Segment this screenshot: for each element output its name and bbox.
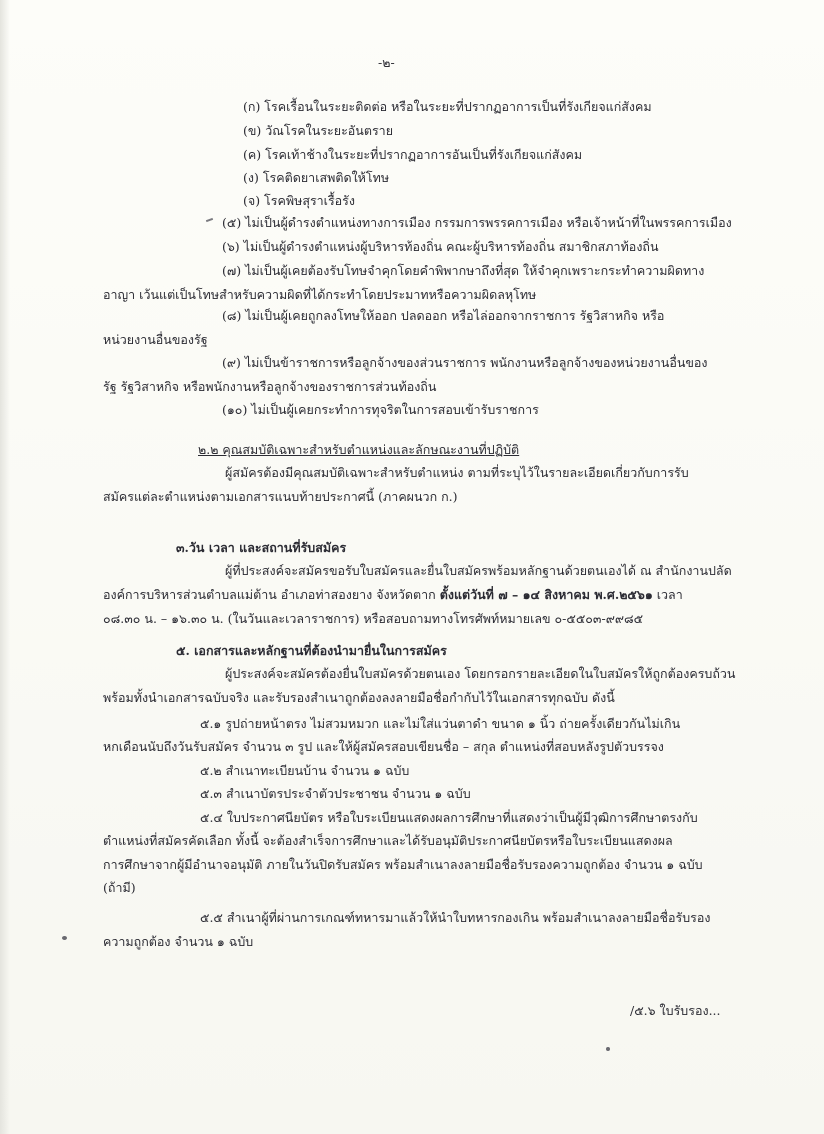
item-5-4-line-4: (ถ้ามี) [103,880,136,895]
qualification-5: (๕) ไม่เป็นผู้ดำรงตำแหน่งทางการเมือง กรรมการพรรคการเมือง หรือเจ้าหน้าที่ในพรรคการเมือง [222,215,732,230]
qualification-6: (๖) ไม่เป็นผู้ดำรงตำแหน่งผู้บริหารท้องถิ่น คณะผู้บริหารท้องถิ่น สมาชิกสภาท้องถิ่น [222,239,659,254]
section-3-line-3: ๐๘.๓๐ น. – ๑๖.๓๐ น. (ในวันและเวลาราชการ) หรือสอบถามทางโทรศัพท์หมายเลข ๐-๕๕๐๓-๙๙๘๕ [103,611,644,626]
paper-edge-shadow [0,0,10,1134]
item-5-1-line-1: ๕.๑ รูปถ่ายหน้าตรง ไม่สวมหมวก และไม่ใส่แว่นตาดำ ขนาด ๑ นิ้ว ถ่ายครั้งเดียวกันไม่เกิน [200,716,681,731]
item-5-1-line-2: หกเดือนนับถึงวันรับสมัคร จำนวน ๓ รูป และให้ผู้สมัครสอบเขียนชื่อ – สกุล ตำแหน่งที่สอบหลังรูปตัวบรรจง [103,739,664,754]
item-5-4-line-2: ตำแหน่งที่สมัครคัดเลือก ทั้งนี้ จะต้องสำเร็จการศึกษาและได้รับอนุมัติประกาศนียบัตรหรือใบระเบียนแสดงผล [103,833,673,848]
item-5-4-line-3: การศึกษาจากผู้มีอำนาจอนุมัติ ภายในวันปิดรับสมัคร พร้อมสำเนาลงลายมือชื่อรับรองความถูกต้อง จำนวน ๑ ฉบับ [103,857,703,872]
item-5-5-line-2: ความถูกต้อง จำนวน ๑ ฉบับ [103,934,254,949]
section-3-heading: ๓.วัน เวลา และสถานที่รับสมัคร [176,540,347,555]
item-5-2: ๕.๒ สำเนาทะเบียนบ้าน จำนวน ๑ ฉบับ [200,763,410,778]
ink-dot [62,936,67,940]
section-2-2-line: สมัครแต่ละตำแหน่งตามเอกสารแนบท้ายประกาศนี้ (ภาคผนวก ก.) [103,489,458,504]
qualification-7-line-2: อาญา เว้นแต่เป็นโทษสำหรับความผิดที่ได้กระทำโดยประมาทหรือความผิดลหุโทษ [103,287,537,302]
section-5-intro: ผู้ประสงค์จะสมัครต้องยื่นใบสมัครด้วยตนเอง โดยกรอกรายละเอียดในใบสมัครให้ถูกต้องครบถ้วน [225,666,736,681]
section-3-date-range: ตั้งแต่วันที่ ๗ – ๑๔ สิงหาคม พ.ศ.๒๕๖๑ [439,587,653,602]
section-3-time-label: เวลา [652,587,683,602]
disease-item: (ค) โรคเท้าช้างในระยะที่ปรากฏอาการอันเป็นที่รังเกียจแก่สังคม [243,147,583,162]
section-3-address: องค์การบริหารส่วนตำบลแม่ต้าน อำเภอท่าสองยาง จังหวัดตาก [103,587,440,602]
qualification-9-line-1: (๙) ไม่เป็นข้าราชการหรือลูกจ้างของส่วนราชการ พนักงานหรือลูกจ้างของหน่วยงานอื่นของ [222,355,708,370]
section-2-2-line: ผู้สมัครต้องมีคุณสมบัติเฉพาะสำหรับตำแหน่ง ตามที่ระบุไว้ในรายละเอียดเกี่ยวกับการรับ [225,465,689,480]
section-2-2-heading: ๒.๒ คุณสมบัติเฉพาะสำหรับตำแหน่งและลักษณะงานที่ปฏิบัติ [198,442,520,457]
section-3-line-1: ผู้ที่ประสงค์จะสมัครขอรับใบสมัครและยื่นใบสมัครพร้อมหลักฐานด้วยตนเองได้ ณ สำนักงานปลัด [225,563,732,578]
qualification-9-line-2: รัฐ รัฐวิสาหกิจ หรือพนักงานหรือลูกจ้างของราชการส่วนท้องถิ่น [103,379,437,394]
disease-item: (ก) โรคเรื้อนในระยะติดต่อ หรือในระยะที่ปรากฏอาการเป็นที่รังเกียจแก่สังคม [243,99,652,114]
item-5-3: ๕.๓ สำเนาบัตรประจำตัวประชาชน จำนวน ๑ ฉบับ [200,786,471,801]
section-3-line-2 [103,587,683,603]
section-5-heading: ๕. เอกสารและหลักฐานที่ต้องนำมายื่นในการสมัคร [176,643,447,658]
item-5-5-line-1: ๕.๕ สำเนาผู้ที่ผ่านการเกณฑ์ทหารมาแล้วให้นำใบทหารกองเกิน พร้อมสำเนาลงลายมือชื่อรับรอง [200,910,711,925]
qualification-8-line-1: (๘) ไม่เป็นผู้เคยถูกลงโทษให้ออก ปลดออก หรือไล่ออกจากราชการ รัฐวิสาหกิจ หรือ [222,308,665,323]
pen-tick-mark [206,218,213,222]
qualification-8-line-2: หน่วยงานอื่นของรัฐ [103,332,208,347]
section-5-intro: พร้อมทั้งนำเอกสารฉบับจริง และรับรองสำเนาถูกต้องลงลายมือชื่อกำกับไว้ในเอกสารทุกฉบับ ดังนี้ [103,690,615,705]
item-5-4-line-1: ๕.๔ ใบประกาศนียบัตร หรือใบระเบียนแสดงผลการศึกษาที่แสดงว่าเป็นผู้มีวุฒิการศึกษาตรงกับ [200,810,698,825]
page-number: -๒- [378,55,395,70]
qualification-7-line-1: (๗) ไม่เป็นผู้เคยต้องรับโทษจำคุกโดยคำพิพากษาถึงที่สุด ให้จำคุกเพราะกระทำความผิดทาง [222,263,705,278]
disease-item: (ง) โรคติดยาเสพติดให้โทษ [243,170,390,185]
disease-item: (จ) โรคพิษสุราเรื้อรัง [243,193,355,208]
ink-dot [606,1047,610,1051]
disease-item: (ข) วัณโรคในระยะอันตราย [243,123,394,138]
continuation-note: /๕.๖ ใบรับรอง... [630,1003,721,1018]
qualification-10: (๑๐) ไม่เป็นผู้เคยกระทำการทุจริตในการสอบเข้ารับราชการ [222,402,539,417]
